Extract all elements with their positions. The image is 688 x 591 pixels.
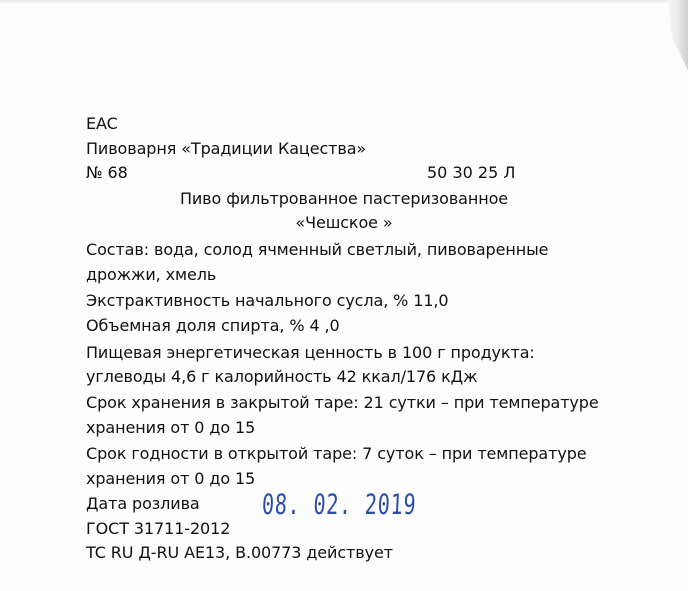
product-name: «Чешское »	[295, 213, 393, 232]
volume-list: 50 30 25 Л	[427, 163, 516, 182]
eac-mark: EAC	[86, 114, 118, 133]
shelf-life-open-line-1: Срок годности в открытой таре: 7 суток – при температуре	[86, 444, 587, 463]
label-number: № 68	[86, 163, 128, 182]
shelf-life-open-line-2: хранения от 0 до 15	[86, 469, 256, 488]
product-type: Пиво фильтрованное пастеризованное	[179, 189, 509, 208]
composition-line-2: дрожжи, хмель	[86, 265, 217, 284]
gost-standard: ГОСТ 31711-2012	[86, 519, 231, 538]
certificate-number: TC RU Д-RU AE13, B.00773 действует	[86, 543, 393, 562]
shelf-life-closed-line-2: хранения от 0 до 15	[86, 418, 256, 437]
energy-value-line-1: Пищевая энергетическая ценность в 100 г продукта:	[86, 343, 535, 362]
extract-content: Экстрактивность начального сусла, % 11,0	[86, 291, 449, 310]
brewery-name: Пивоварня «Традиции Кацества»	[86, 139, 367, 158]
bottling-date-label: Дата розлива	[86, 494, 200, 513]
bottling-date-stamp: 08. 02. 2019	[261, 488, 418, 521]
alcohol-content: Объемная доля спирта, % 4 ,0	[86, 316, 340, 335]
shelf-life-closed-line-1: Срок хранения в закрытой таре: 21 сутки – при температуре	[86, 393, 599, 412]
composition-line-1: Состав: вода, солод ячменный светлый, пивоваренные	[86, 240, 549, 259]
energy-value-line-2: углеводы 4,6 г калорийность 42 ккал/176 кДж	[86, 367, 478, 386]
